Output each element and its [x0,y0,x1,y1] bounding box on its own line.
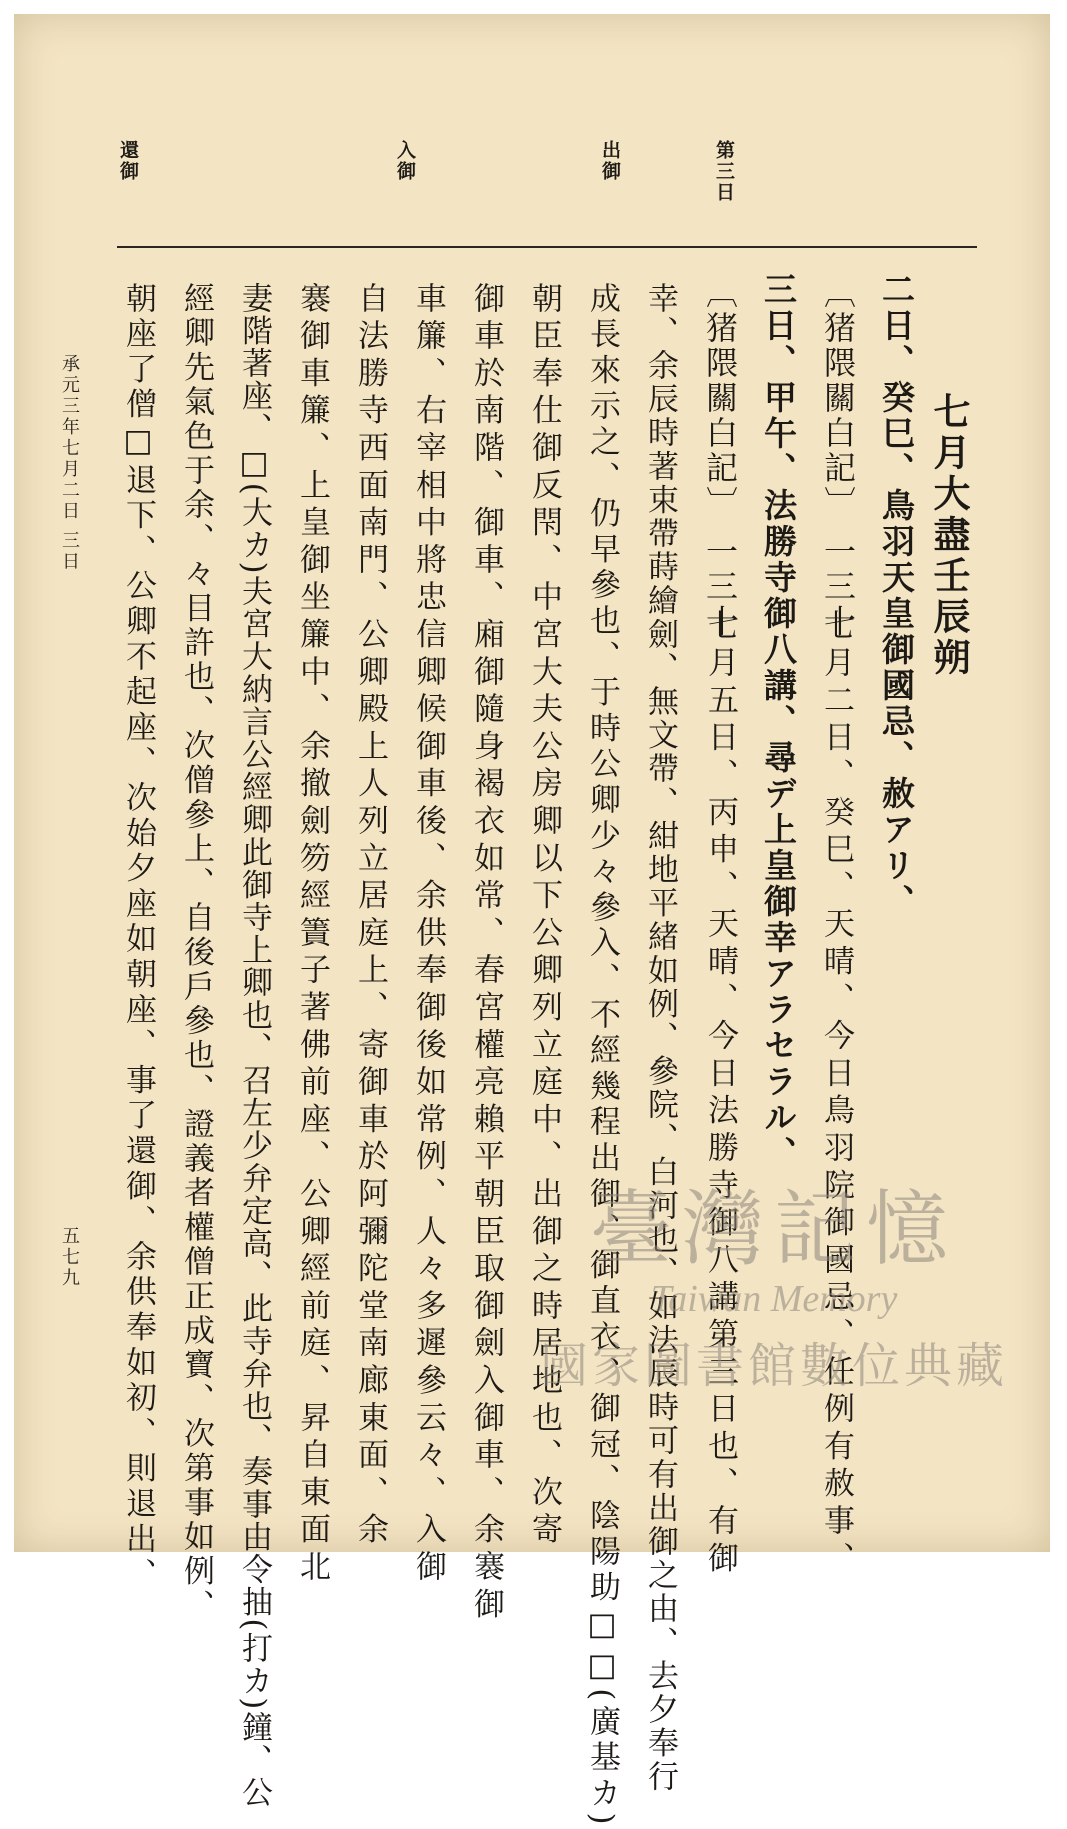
document-page [14,14,1050,1829]
running-footer: 承元三年七月二日 三日 [59,354,80,573]
entry-day3: 三日、甲午、法勝寺御八講、尋デ上皇御幸アラセラル、 [759,272,798,1172]
text-column: 成長來示之、仍早參也、于時公卿少々參入、不經幾程出御、御直衣、御冠、陰陽助□□(廣基カ) [584,282,620,1829]
text-column: 御車於南階、御車、廂御隨身褐衣如常、春宮權亮賴平朝臣取御劍入御車、余褰御 [468,282,504,1625]
text-column: 經卿先氣色于余、々目許也、次僧參上、自後戶參也、證義者權僧正成寶、次第事如例、 [178,282,214,1624]
watermark-subtitle: Taiwan Memory [650,1278,898,1320]
watermark-title: 臺灣記憶 [589,1182,958,1277]
source-citation-1: 〔猪隈關白記〕 一三十 [819,276,857,640]
text-column: 七月五日、丙申、天晴、今日法勝寺御八講第三日也、有御 [702,609,738,1579]
text-column: 車簾、右宰相中將忠信卿候御車後、余供奉御後如常例、人々多遲參云々、入御 [410,282,446,1588]
text-column: 自法勝寺西面南門、公卿殿上人列立居庭上、寄御車於阿彌陀堂南廊東面、余 [352,282,388,1551]
text-column: 褰御車簾、上皇御坐簾中、余撤劍笏經簀子著佛前座、公卿經前庭、昇自東面北 [294,282,330,1588]
text-column: 幸、余辰時著束帶蒔繪劍、無文帶、紺地平緒如例、參院、白河也、如法辰時可有出御之由、去夕奉行 [642,282,678,1794]
source-citation-2: 〔猪隈關白記〕 一三十 [701,276,739,640]
margin-note-kangyo: 還御 [117,140,139,182]
text-column: 七月二日、癸巳、天晴、今日鳥羽院御國忌、任例有赦事、 [818,609,854,1579]
library-watermark [514,1164,1034,1444]
margin-note-shutsugyo: 出御 [599,140,621,182]
header-rule [117,246,977,248]
text-column: 朝座了僧□退下、公卿不起座、次始夕座如朝座、事了還御、余供奉如初、則退出、 [120,282,156,1594]
margin-note-day3: 第三日 [713,140,735,203]
month-heading: 七月大盡壬辰朔 [927,392,971,679]
entry-day2: 二日、癸巳、鳥羽天皇御國忌、赦アリ、 [877,272,916,920]
text-column: 妻階著座、□(大カ)夫宮大納言公經卿此御寺上卿也、召左少弁定高、此寺弁也、奏事由令抽(打カ)鐘、公 [236,282,272,1809]
watermark-org: 國家圖書館數位典藏 [539,1338,1008,1394]
page-number: 五七九 [59,1226,80,1289]
margin-note-nyugyo: 入御 [394,140,416,182]
text-column: 朝臣奉仕御反閇、中宮大夫公房卿以下公卿列立庭中、出御之時居地也、次寄 [526,282,562,1551]
